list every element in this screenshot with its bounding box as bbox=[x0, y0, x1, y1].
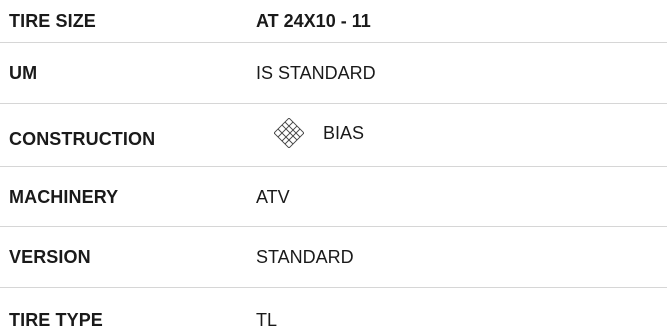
spec-row-version bbox=[0, 227, 667, 288]
spec-label: CONSTRUCTION bbox=[9, 129, 156, 149]
spec-label: UM bbox=[9, 63, 38, 83]
spec-value: ATV bbox=[256, 187, 290, 207]
spec-value-with-icon bbox=[274, 118, 364, 148]
spec-label: TIRE SIZE bbox=[9, 11, 96, 31]
spec-value: BIAS bbox=[323, 122, 365, 143]
spec-row-tire-type bbox=[0, 288, 667, 334]
spec-value: AT 24X10 - 11 bbox=[256, 11, 371, 31]
spec-value: TL bbox=[256, 310, 278, 330]
bias-construction-icon bbox=[274, 118, 304, 148]
spec-value: IS STANDARD bbox=[256, 63, 376, 83]
spec-row-machinery bbox=[0, 167, 667, 227]
spec-label: VERSION bbox=[9, 247, 91, 267]
spec-row-um bbox=[0, 43, 667, 104]
spec-label: TIRE TYPE bbox=[9, 310, 103, 330]
spec-label: MACHINERY bbox=[9, 187, 119, 207]
spec-value: STANDARD bbox=[256, 247, 354, 267]
spec-row-construction bbox=[0, 104, 667, 167]
spec-row-tire-size bbox=[0, 0, 667, 43]
